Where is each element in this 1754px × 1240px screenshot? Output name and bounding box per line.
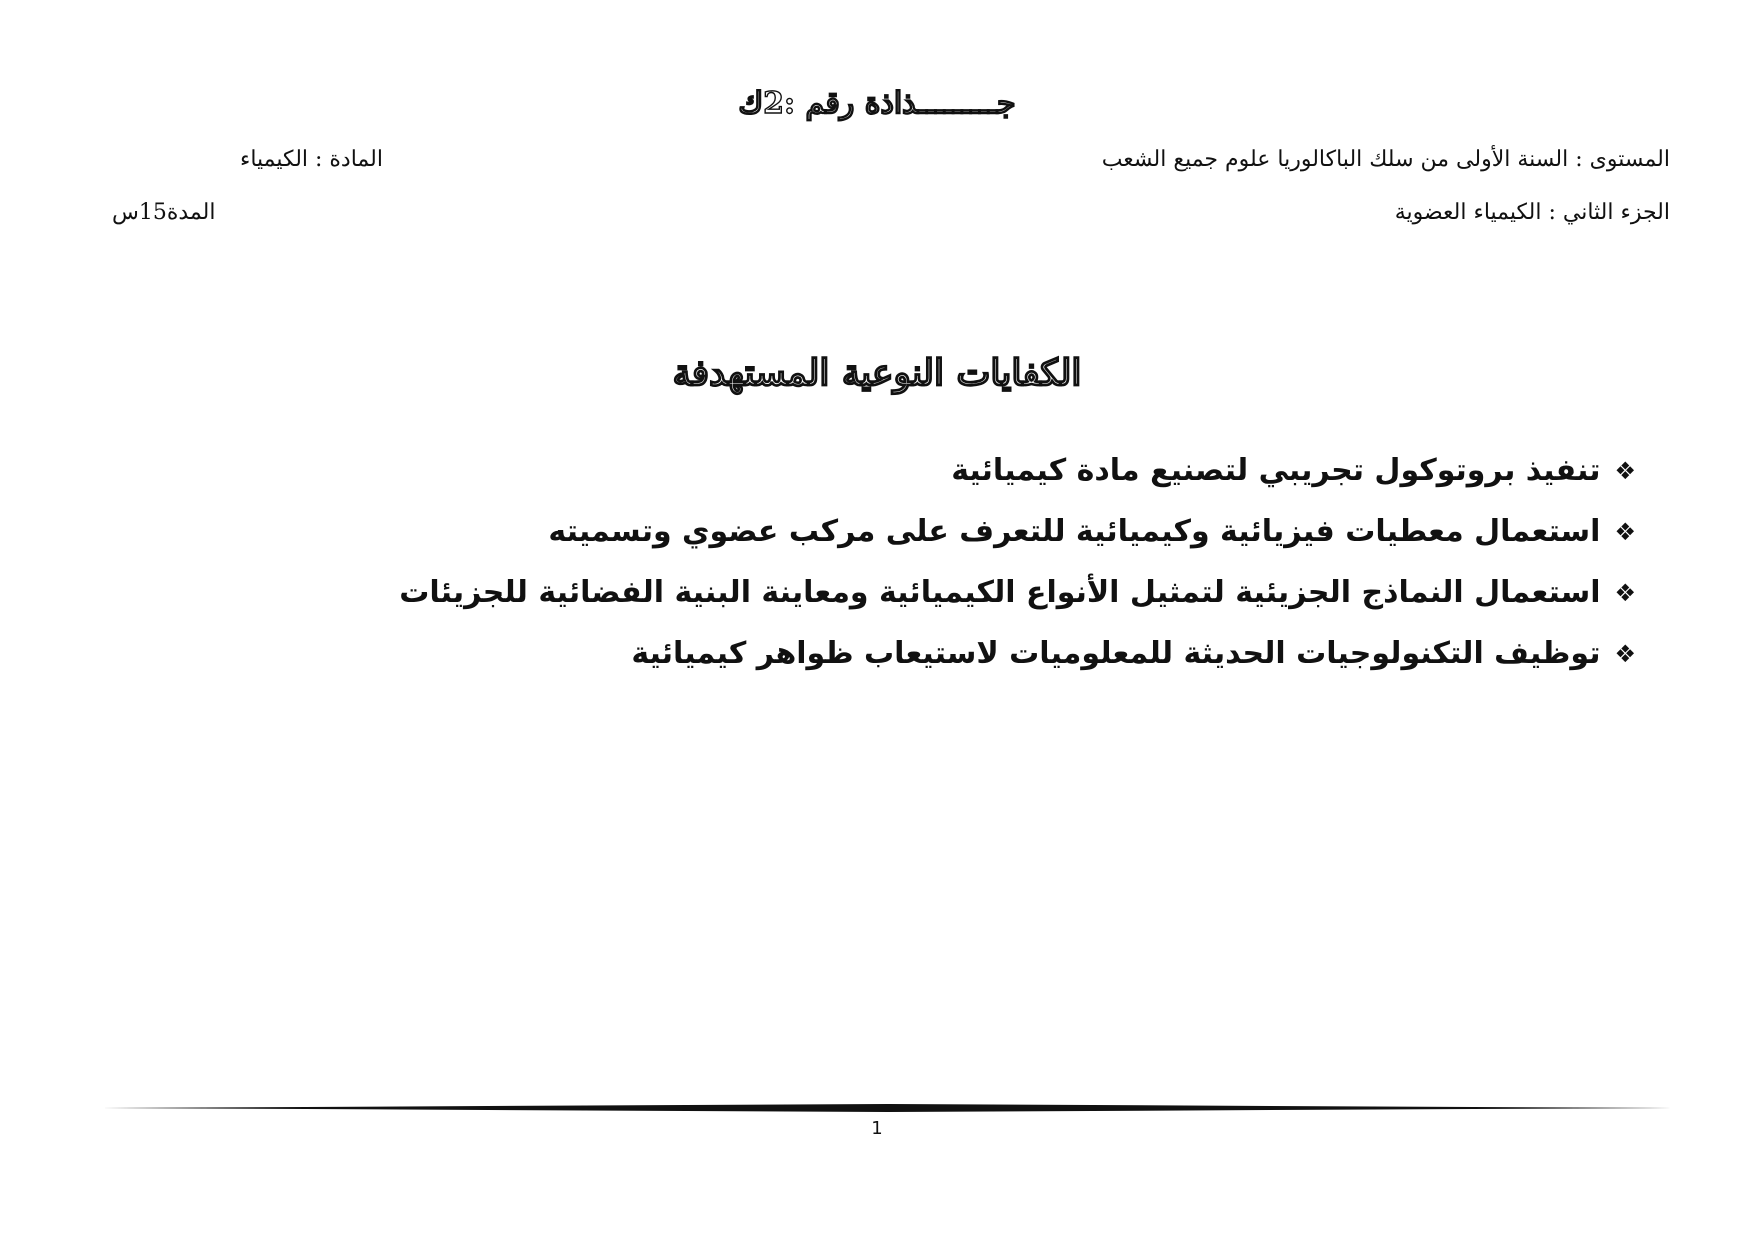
- diamond-bullet-icon: ❖: [1614, 456, 1636, 485]
- competency-item: [399, 440, 1636, 501]
- footer-divider: [102, 1104, 1672, 1112]
- competency-text: توظيف التكنولوجيات الحديثة للمعلوميات لاستيعاب ظواهر كيميائية: [631, 636, 1601, 671]
- competency-item: [399, 501, 1636, 562]
- competency-text: تنفيذ بروتوكول تجريبي لتصنيع مادة كيميائية: [951, 453, 1601, 488]
- competencies-heading: الكفايات النوعية المستهدفة: [672, 352, 1082, 394]
- competency-text: استعمال معطيات فيزيائية وكيميائية للتعرف على مركب عضوي وتسميته: [548, 514, 1601, 549]
- part-line: الجزء الثاني : الكيمياء العضوية: [1394, 200, 1670, 225]
- competency-text: استعمال النماذج الجزيئية لتمثيل الأنواع الكيميائية ومعاينة البنية الفضائية للجزيئات: [399, 575, 1601, 610]
- competency-item: [399, 623, 1636, 684]
- diamond-bullet-icon: ❖: [1614, 517, 1636, 546]
- page-number: 1: [871, 1118, 883, 1139]
- diamond-bullet-icon: ❖: [1614, 639, 1636, 668]
- level-line: المستوى : السنة الأولى من سلك الباكالوريا علوم جميع الشعب: [1101, 147, 1670, 172]
- competency-list: [399, 440, 1636, 684]
- diamond-bullet-icon: ❖: [1614, 578, 1636, 607]
- subject-line: المادة : الكيمياء: [240, 147, 383, 172]
- document-title: جـــــــــذاذة رقم :2ك: [738, 86, 1016, 121]
- duration-line: المدة15س: [112, 200, 216, 225]
- competency-item: [399, 562, 1636, 623]
